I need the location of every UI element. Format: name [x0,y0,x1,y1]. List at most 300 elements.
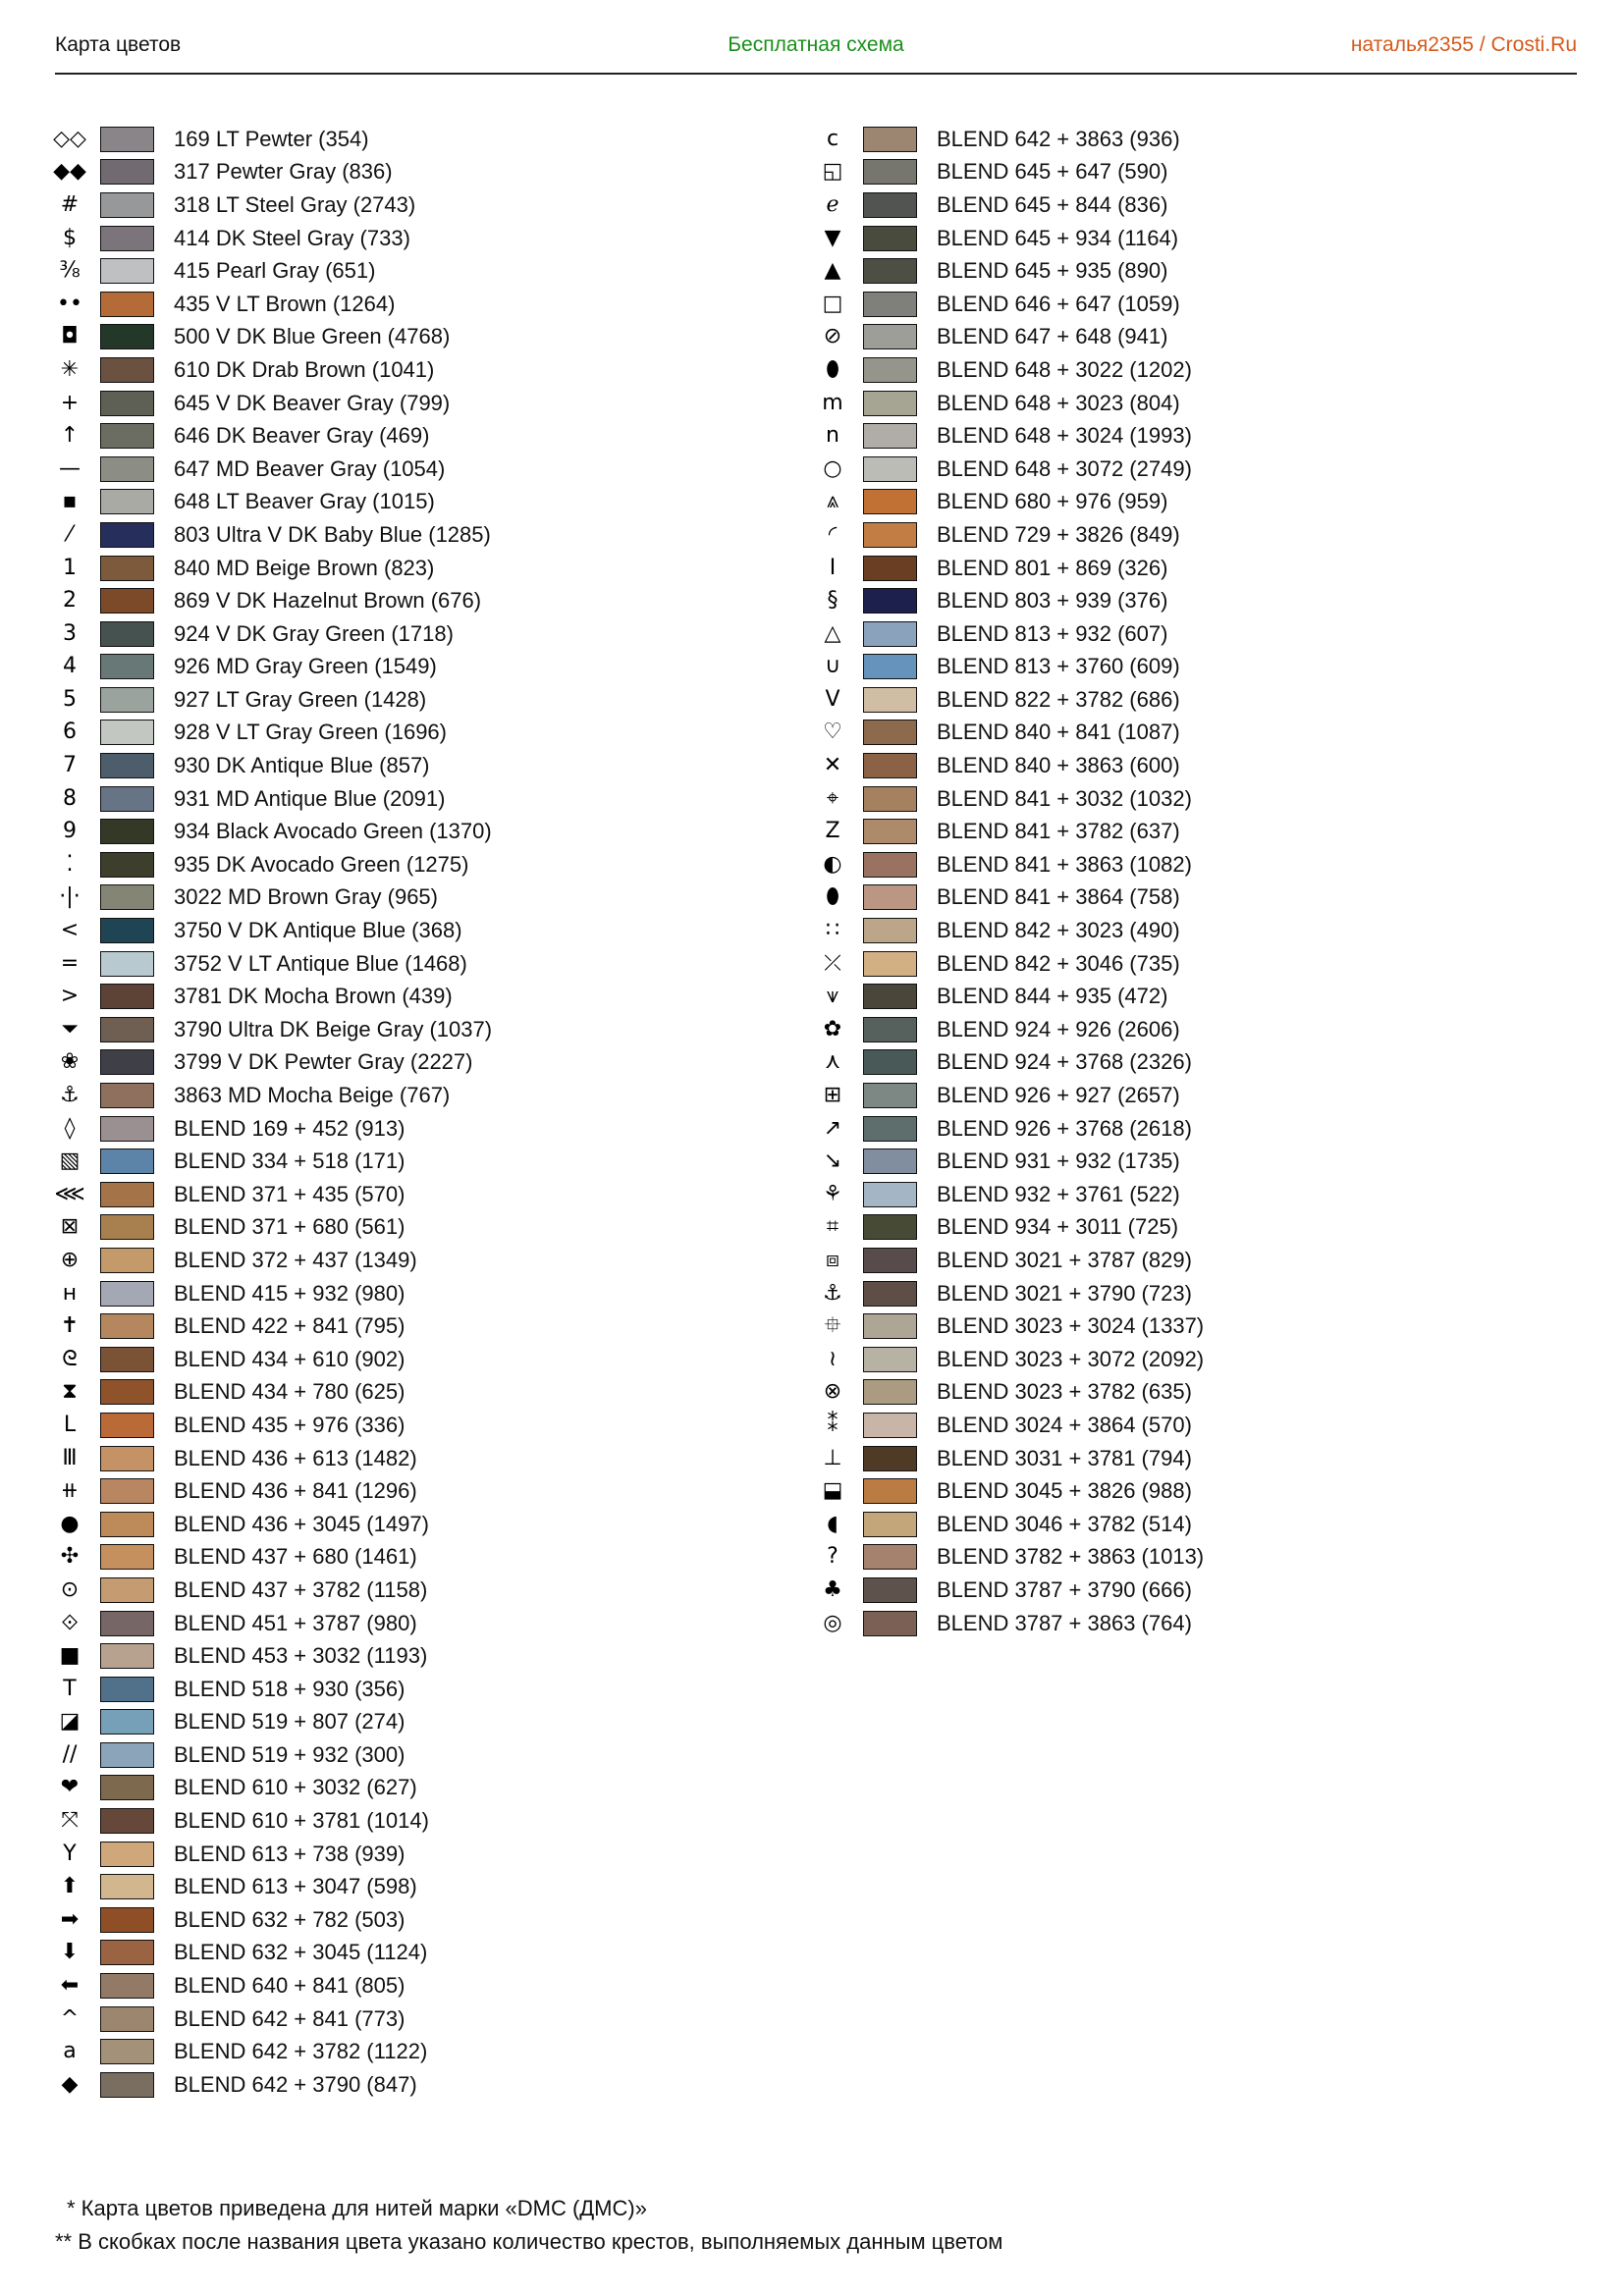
legend-row [55,1013,492,1046]
thread-color-label: 869 V DK Hazelnut Brown (676) [174,588,482,614]
stitch-symbol-icon: // [62,1741,78,1767]
legend-row [55,749,492,782]
color-swatch [100,391,154,416]
thread-color-label: BLEND 632 + 3045 (1124) [174,1940,428,1965]
stitch-symbol-icon: ⁚ [66,851,74,877]
color-swatch [100,1874,154,1899]
stitch-symbol-icon: н [62,1280,78,1306]
legend-row [818,222,1204,255]
stitch-symbol-icon: ⬅ [60,1973,80,1999]
color-swatch [100,324,154,349]
stitch-symbol-icon: ↘ [823,1148,842,1174]
color-swatch [100,1544,154,1570]
color-swatch [100,654,154,679]
legend-row [818,1112,1204,1146]
legend-row [818,353,1204,387]
stitch-symbol-icon: ⟐ [61,1610,79,1635]
color-swatch [863,1116,917,1142]
stitch-symbol-icon: ↗ [823,1115,842,1141]
thread-color-label: BLEND 642 + 3790 (847) [174,2071,417,2097]
thread-color-label: BLEND 934 + 3011 (725) [937,1214,1179,1240]
stitch-symbol-icon: ↑ [60,423,80,449]
legend-row [55,1772,492,1805]
stitch-symbol-icon: □ [822,291,843,316]
legend-row [818,1574,1204,1607]
legend-row [818,651,1204,684]
legend-row [55,2068,492,2102]
thread-color-label: BLEND 645 + 844 (836) [937,191,1168,217]
thread-color-label: BLEND 437 + 680 (1461) [174,1544,417,1570]
color-swatch [863,786,917,812]
color-swatch [100,1709,154,1735]
thread-color-label: BLEND 841 + 3864 (758) [937,884,1180,910]
legend-row [55,717,492,750]
thread-color-label: BLEND 434 + 610 (902) [174,1346,406,1371]
thread-color-label: 645 V DK Beaver Gray (799) [174,390,451,415]
thread-color-label: 648 LT Beaver Gray (1015) [174,489,435,514]
thread-color-label: BLEND 3787 + 3790 (666) [937,1576,1192,1602]
thread-color-label: BLEND 842 + 3046 (735) [937,950,1180,976]
color-swatch [863,357,917,383]
thread-color-label: BLEND 3021 + 3790 (723) [937,1280,1192,1306]
thread-color-label: BLEND 729 + 3826 (849) [937,521,1180,547]
color-swatch [863,1182,917,1207]
legend-row [55,1046,492,1080]
stitch-symbol-icon: ◎ [823,1610,842,1635]
legend-row [55,518,492,552]
legend-row [55,1639,492,1673]
stitch-symbol-icon: ○ [823,455,842,481]
stitch-symbol-icon: ℯ [826,191,839,217]
color-swatch [863,456,917,482]
color-swatch [863,1379,917,1405]
legend-row [818,1309,1204,1343]
stitch-symbol-icon: ·|· [59,884,81,910]
color-swatch [100,2039,154,2064]
stitch-symbol-icon: ⁄ [68,521,72,547]
thread-color-label: BLEND 803 + 939 (376) [937,588,1168,614]
color-swatch [863,753,917,778]
thread-color-label: 934 Black Avocado Green (1370) [174,819,492,844]
legend-row [818,188,1204,222]
legend-row [55,1508,492,1541]
color-swatch [100,1742,154,1768]
thread-color-label: 924 V DK Gray Green (1718) [174,620,454,646]
legend-row [55,188,492,222]
thread-color-label: BLEND 436 + 841 (1296) [174,1478,417,1504]
stitch-symbol-icon: ⧈ [826,1247,839,1272]
color-swatch [100,489,154,514]
legend-row [55,1211,492,1245]
stitch-symbol-icon: ⁑ [827,1412,839,1437]
color-swatch [100,2072,154,2098]
color-swatch [863,1347,917,1372]
thread-color-label: 803 Ultra V DK Baby Blue (1285) [174,521,491,547]
color-swatch [100,2006,154,2032]
stitch-symbol-icon: I [829,555,837,580]
color-swatch [863,1446,917,1471]
legend-row [55,1343,492,1376]
color-swatch [100,1413,154,1438]
color-swatch [100,357,154,383]
thread-color-label: 500 V DK Blue Green (4768) [174,324,451,349]
stitch-symbol-icon: Ⅲ [62,1445,78,1470]
legend-row [818,486,1204,519]
stitch-symbol-icon: = [60,950,80,976]
thread-color-label: 3781 DK Mocha Brown (439) [174,984,453,1009]
color-swatch [100,522,154,548]
color-swatch [100,1512,154,1537]
legend-row [55,1607,492,1640]
thread-color-label: BLEND 436 + 613 (1482) [174,1445,417,1470]
legend-row [55,1244,492,1277]
color-swatch [863,687,917,713]
stitch-symbol-icon: ⧗ [62,1379,78,1405]
legend-row [818,815,1204,848]
stitch-symbol-icon: ⬇ [60,1940,80,1965]
thread-color-label: BLEND 453 + 3032 (1193) [174,1643,428,1669]
thread-color-label: 646 DK Beaver Gray (469) [174,423,430,449]
color-swatch [863,1148,917,1174]
stitch-symbol-icon: 9 [63,819,77,844]
color-swatch [100,1214,154,1240]
thread-color-label: BLEND 648 + 3023 (804) [937,390,1180,415]
footer-notes [55,2192,1002,2259]
thread-color-label: BLEND 841 + 3782 (637) [937,819,1180,844]
color-swatch [100,951,154,977]
stitch-symbol-icon: ∪ [824,654,841,679]
legend-row [55,254,492,288]
stitch-symbol-icon: •• [57,291,82,316]
color-swatch [100,1017,154,1042]
legend-row [818,1474,1204,1508]
thread-color-label: 935 DK Avocado Green (1275) [174,851,469,877]
footer-note-2: ** В скобках после названия цвета указано количество крестов, выполняемых данным цветом [55,2229,1003,2254]
color-swatch [863,951,917,977]
stitch-symbol-icon: ✳ [60,356,80,382]
legend-row [818,1442,1204,1475]
legend-row [818,321,1204,354]
thread-color-label: 3790 Ultra DK Beige Gray (1037) [174,1016,493,1041]
stitch-symbol-icon: ⧺ [60,1478,80,1504]
legend-row [818,1013,1204,1046]
legend-row [818,1178,1204,1211]
color-swatch [100,556,154,581]
legend-row [818,1145,1204,1178]
color-swatch [100,1281,154,1307]
stitch-symbol-icon: 4 [63,654,77,679]
legend-row [55,353,492,387]
legend-row [55,1409,492,1442]
header-center-label: Бесплатная схема [728,33,904,56]
thread-color-label: BLEND 3023 + 3024 (1337) [937,1313,1205,1339]
stitch-symbol-icon: ∷ [826,918,839,943]
legend-row [55,980,492,1013]
stitch-symbol-icon: ⊠ [60,1214,80,1240]
legend-row [55,1309,492,1343]
color-swatch [100,127,154,152]
color-swatch [100,588,154,614]
thread-color-label: 415 Pearl Gray (651) [174,258,376,284]
thread-color-label: 435 V LT Brown (1264) [174,291,396,316]
thread-color-label: 3799 V DK Pewter Gray (2227) [174,1049,473,1075]
thread-color-label: BLEND 640 + 841 (805) [174,1973,406,1999]
thread-color-label: BLEND 437 + 3782 (1158) [174,1576,428,1602]
legend-row [55,881,492,915]
legend-row [55,947,492,981]
stitch-symbol-icon: ⯐ [824,1313,841,1339]
legend-row [55,1838,492,1871]
color-swatch [863,192,917,218]
color-swatch [863,226,917,251]
thread-color-label: 169 LT Pewter (354) [174,126,369,151]
thread-color-label: BLEND 334 + 518 (171) [174,1148,406,1174]
stitch-symbol-icon: ▪ [62,489,78,514]
color-swatch [863,1611,917,1636]
color-swatch [863,720,917,745]
stitch-symbol-icon: ⬓ [822,1478,843,1504]
stitch-symbol-icon: ◘ [61,324,79,349]
color-swatch [863,852,917,878]
legend-row [818,980,1204,1013]
stitch-symbol-icon: a [63,2039,77,2064]
thread-color-label: BLEND 813 + 3760 (609) [937,654,1180,679]
legend-row [55,156,492,189]
thread-color-label: BLEND 371 + 680 (561) [174,1214,406,1240]
thread-color-label: BLEND 3024 + 3864 (570) [937,1412,1192,1437]
stitch-symbol-icon: 3 [63,620,77,646]
color-swatch [100,1446,154,1471]
thread-color-label: BLEND 632 + 782 (503) [174,1906,406,1932]
legend-row [55,1969,492,2002]
legend-row [818,584,1204,617]
thread-color-label: 3863 MD Mocha Beige (767) [174,1083,451,1108]
thread-color-label: 928 V LT Gray Green (1696) [174,720,447,745]
stitch-symbol-icon: ♡ [823,720,842,745]
stitch-symbol-icon: ⤧ [61,1808,79,1834]
color-swatch [863,1577,917,1603]
color-swatch [863,1413,917,1438]
thread-color-label: BLEND 613 + 738 (939) [174,1841,406,1866]
color-swatch [100,786,154,812]
stitch-symbol-icon: ■ [59,1643,81,1669]
color-swatch [863,1281,917,1307]
legend-row [55,651,492,684]
stitch-symbol-icon: 8 [63,785,77,811]
thread-color-label: BLEND 3021 + 3787 (829) [937,1247,1192,1272]
stitch-symbol-icon: c [826,126,839,151]
color-swatch [100,1116,154,1142]
legend-row [55,1738,492,1772]
legend-row [818,552,1204,585]
color-swatch [863,1512,917,1537]
color-swatch [863,127,917,152]
stitch-symbol-icon: ✣ [60,1544,80,1570]
legend-row [818,749,1204,782]
thread-color-label: BLEND 840 + 841 (1087) [937,720,1180,745]
stitch-symbol-icon: L [63,1412,77,1437]
stitch-symbol-icon: ⋘ [54,1181,85,1206]
thread-color-label: BLEND 371 + 435 (570) [174,1181,406,1206]
thread-color-label: BLEND 451 + 3787 (980) [174,1610,417,1635]
thread-color-label: BLEND 813 + 932 (607) [937,620,1168,646]
stitch-symbol-icon: ⊕ [60,1247,80,1272]
legend-row [818,1211,1204,1245]
stitch-symbol-icon: ➡ [60,1906,80,1932]
color-swatch [100,852,154,878]
color-swatch [100,1049,154,1075]
legend-row [818,123,1204,156]
color-swatch [863,621,917,647]
thread-color-label: BLEND 434 + 780 (625) [174,1379,406,1405]
thread-color-label: 927 LT Gray Green (1428) [174,686,427,712]
color-swatch [100,720,154,745]
color-swatch [863,1017,917,1042]
legend-row [818,1343,1204,1376]
legend-row [818,617,1204,651]
legend-row [818,1376,1204,1410]
thread-color-label: 930 DK Antique Blue (857) [174,753,430,778]
color-swatch [100,1808,154,1834]
thread-color-label: BLEND 435 + 976 (336) [174,1412,406,1437]
legend-row [818,156,1204,189]
stitch-symbol-icon: ⬆ [60,1874,80,1899]
color-swatch [100,753,154,778]
thread-color-label: 3750 V DK Antique Blue (368) [174,918,462,943]
stitch-symbol-icon: ⚓ [823,1280,842,1306]
legend-row [55,2035,492,2068]
thread-color-label: BLEND 642 + 3782 (1122) [174,2039,428,2064]
legend-row [818,1409,1204,1442]
legend-row [55,617,492,651]
legend-row [55,1574,492,1607]
color-swatch [863,489,917,514]
thread-color-label: BLEND 931 + 932 (1735) [937,1148,1180,1174]
thread-color-label: 3022 MD Brown Gray (965) [174,884,438,910]
stitch-symbol-icon: T [63,1676,77,1701]
stitch-symbol-icon: 7 [63,753,77,778]
stitch-symbol-icon: ⩓ [826,489,839,514]
legend-row [55,914,492,947]
legend-row [55,1442,492,1475]
stitch-symbol-icon: $ [63,225,77,250]
thread-color-label: 3752 V LT Antique Blue (1468) [174,950,467,976]
legend-row [55,1870,492,1903]
legend-row [55,1541,492,1575]
legend-row [818,453,1204,486]
color-swatch [100,159,154,185]
thread-color-label: 931 MD Antique Blue (2091) [174,785,446,811]
color-swatch [100,621,154,647]
legend-row [55,1673,492,1706]
legend-row [818,1508,1204,1541]
legend-row [55,453,492,486]
stitch-symbol-icon: ⚓ [60,1083,80,1108]
color-swatch [100,984,154,1009]
legend-row [55,1376,492,1410]
legend-row [55,2002,492,2036]
color-swatch [100,258,154,284]
color-swatch [100,292,154,317]
legend-row [818,947,1204,981]
legend-row [55,1804,492,1838]
thread-color-label: BLEND 518 + 930 (356) [174,1676,406,1701]
color-swatch [100,1379,154,1405]
thread-color-label: BLEND 422 + 841 (795) [174,1313,406,1339]
color-swatch [100,1973,154,1999]
legend-row [55,222,492,255]
stitch-symbol-icon: ⋏ [824,1049,841,1075]
stitch-symbol-icon: ? [827,1544,839,1570]
thread-color-label: BLEND 648 + 3072 (2749) [937,455,1192,481]
stitch-symbol-icon: 5 [63,686,77,712]
thread-color-label: BLEND 169 + 452 (913) [174,1115,406,1141]
color-swatch [100,226,154,251]
legend-row [818,782,1204,816]
color-swatch [863,654,917,679]
thread-color-label: BLEND 3023 + 3072 (2092) [937,1346,1205,1371]
thread-color-label: BLEND 924 + 926 (2606) [937,1016,1180,1041]
thread-color-label: BLEND 642 + 3863 (936) [937,126,1180,151]
legend-row [55,1903,492,1937]
thread-color-label: 318 LT Steel Gray (2743) [174,191,416,217]
stitch-symbol-icon: ◆◆ [53,159,86,185]
thread-color-label: BLEND 842 + 3023 (490) [937,918,1180,943]
legend-row [55,419,492,453]
stitch-symbol-icon: Y [63,1841,77,1866]
color-swatch [863,884,917,910]
stitch-symbol-icon: ▧ [59,1148,81,1174]
legend-row [818,288,1204,321]
stitch-symbol-icon: ⌖ [826,785,839,811]
stitch-symbol-icon: ≀ [828,1346,838,1371]
legend-row [55,1706,492,1739]
thread-color-label: BLEND 3031 + 3781 (794) [937,1445,1192,1470]
stitch-symbol-icon: § [827,588,839,614]
stitch-symbol-icon: ⬮ [826,356,839,382]
color-swatch [863,522,917,548]
legend-row [55,486,492,519]
stitch-symbol-icon: ⌗ [826,1214,839,1240]
thread-color-label: BLEND 3023 + 3782 (635) [937,1379,1192,1405]
stitch-symbol-icon: ◊ [64,1115,76,1141]
thread-color-label: BLEND 645 + 934 (1164) [937,225,1179,250]
thread-color-label: BLEND 613 + 3047 (598) [174,1874,417,1899]
legend-row [55,123,492,156]
thread-color-label: BLEND 647 + 648 (941) [937,324,1168,349]
page-header [55,29,1577,75]
legend-row [55,1178,492,1211]
stitch-symbol-icon: ⤫ [824,950,841,976]
legend-row [818,881,1204,915]
thread-color-label: BLEND 841 + 3863 (1082) [937,851,1192,877]
legend-row [818,717,1204,750]
thread-color-label: BLEND 840 + 3863 (600) [937,753,1180,778]
stitch-symbol-icon: ▼ [824,225,841,250]
color-swatch [100,1478,154,1504]
header-author-link[interactable]: наталья2355 / Crosti.Ru [1350,33,1577,56]
color-swatch [100,1248,154,1273]
stitch-symbol-icon: △ [824,620,841,646]
color-swatch [863,1544,917,1570]
color-swatch [863,1478,917,1504]
legend-row [55,1937,492,1970]
color-swatch [863,556,917,581]
legend-row [55,552,492,585]
color-swatch [100,1611,154,1636]
color-swatch [863,1248,917,1273]
legend-row [55,321,492,354]
